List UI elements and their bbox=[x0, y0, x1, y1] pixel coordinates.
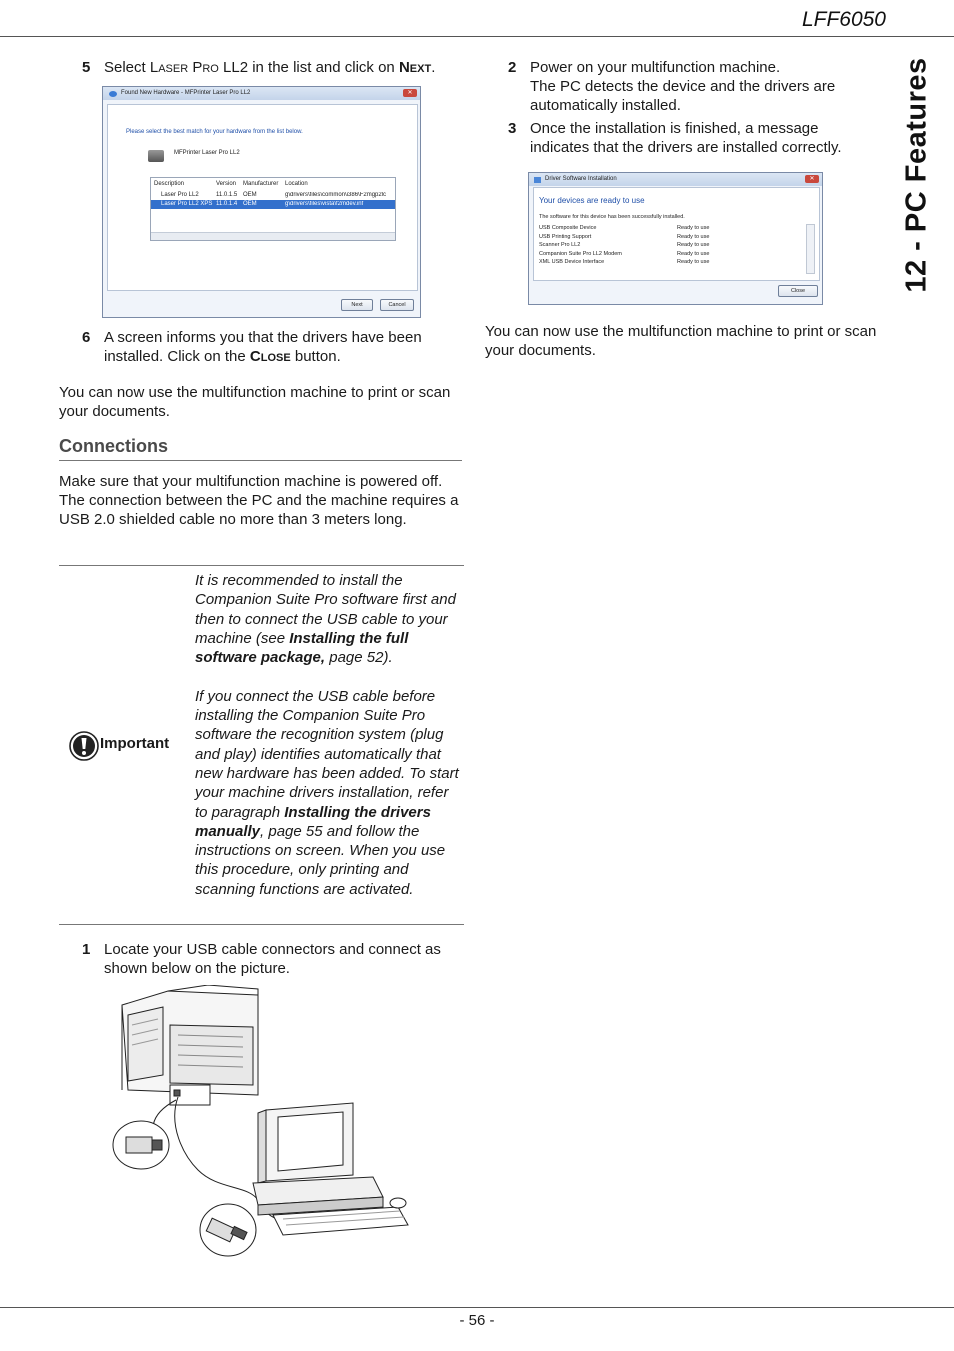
found-new-hardware-screenshot bbox=[102, 86, 421, 318]
warning-icon bbox=[69, 731, 99, 761]
window-icon bbox=[534, 177, 541, 183]
driver-list[interactable] bbox=[150, 177, 396, 241]
back-arrow-icon bbox=[109, 91, 117, 97]
important-label: Important bbox=[100, 735, 170, 752]
next-button[interactable]: Next bbox=[341, 299, 373, 311]
close-icon: ✕ bbox=[403, 89, 417, 97]
connections-paragraph: Make sure that your multifunction machine is powered off. The connection between the PC and the machine requires a USB 2.0 shielded cable no more than 3 meters long. bbox=[59, 473, 459, 528]
model-name: LFF6050 bbox=[801, 8, 886, 31]
col-manufacturer: Manufacturer bbox=[243, 181, 279, 187]
step-text: A screen informs you that the drivers have been installed. Click on the Close button. bbox=[104, 329, 422, 365]
step-2 bbox=[508, 58, 868, 116]
col-version: Version bbox=[216, 181, 237, 187]
step-number: 2 bbox=[508, 59, 517, 76]
step-6 bbox=[82, 328, 467, 368]
result-paragraph: You can now use the multifunction machine to print or scan your documents. bbox=[59, 384, 451, 420]
dialog-title: Found New Hardware - MFPrinter Laser Pro LL2 ✕ bbox=[103, 87, 420, 100]
dialog-body bbox=[533, 187, 820, 281]
close-icon: ✕ bbox=[805, 175, 819, 183]
header-rule bbox=[0, 36, 954, 37]
step-number: 1 bbox=[82, 941, 91, 958]
connections-heading: Connections bbox=[59, 436, 169, 456]
chapter-tab bbox=[894, 57, 940, 293]
important-top-rule bbox=[59, 565, 464, 566]
step-number: 6 bbox=[82, 329, 91, 346]
step-number: 3 bbox=[508, 120, 517, 137]
close-button[interactable]: Close bbox=[778, 285, 818, 297]
step-3 bbox=[508, 119, 868, 159]
usb-a-connector-zoom bbox=[200, 1204, 256, 1256]
result-paragraph: You can now use the multifunction machine to print or scan your documents. bbox=[485, 323, 877, 359]
list-row-selected[interactable]: Laser Pro LL2 XPS 11.0.1.4 OEM g\drivers\files\vista\f2mdev.inf bbox=[151, 200, 395, 209]
usb-connection-illustration bbox=[108, 985, 413, 1260]
col-description: Description bbox=[154, 181, 185, 187]
step-text: Once the installation is finished, a message indicates that the drivers are installed correctly. bbox=[530, 120, 842, 156]
step-number: 5 bbox=[82, 59, 91, 76]
col-location: Location bbox=[285, 181, 308, 187]
heading-rule bbox=[59, 460, 462, 461]
usb-b-connector-zoom bbox=[113, 1121, 169, 1169]
cancel-button[interactable]: Cancel bbox=[380, 299, 414, 311]
dialog-prompt: Please select the best match for your hardware from the list below. bbox=[126, 129, 303, 135]
device-list: USB Composite Device Ready to use USB Printing Support Ready to use Scanner Pro LL2 Ready to use Companion Suite Pro LL2 Modem Ready to use XML USB Device Interface Ready to use bbox=[539, 225, 710, 265]
computer-icon bbox=[253, 1103, 408, 1235]
dialog-heading: Your devices are ready to use bbox=[539, 196, 645, 205]
step-1 bbox=[82, 940, 467, 980]
important-para-1: It is recommended to install the Companion Suite Pro software first and then to connect the USB cable to your machine (see Installing the full software package, page 52). bbox=[195, 572, 456, 667]
important-text bbox=[195, 571, 459, 899]
step-text: Select Laser Pro LL2 in the list and click on Next. bbox=[104, 59, 436, 76]
multifunction-machine-icon bbox=[122, 985, 258, 1105]
dialog-body bbox=[107, 104, 418, 291]
vertical-scrollbar[interactable] bbox=[806, 224, 815, 274]
horizontal-scrollbar[interactable] bbox=[151, 232, 395, 240]
important-para-2: If you connect the USB cable before installing the Companion Suite Pro software the recognition system (plug and play) identifies automatically that new hardware has been added. To start your machine drivers installation, refer to paragraph Installing the drivers manually, page 55 and follow the instructions on screen. When you use this procedure, only printing and scanning functions are activated. bbox=[195, 687, 459, 898]
printer-icon bbox=[148, 150, 164, 162]
footer-rule bbox=[0, 1307, 954, 1308]
step-5 bbox=[82, 58, 467, 78]
step-text: Power on your multifunction machine. The PC detects the device and the drivers are automatically installed. bbox=[530, 59, 836, 114]
step-text: Locate your USB cable connectors and connect as shown below on the picture. bbox=[104, 941, 441, 977]
driver-installation-screenshot bbox=[528, 172, 823, 305]
chapter-title: 12 - PC Features bbox=[900, 57, 933, 293]
dialog-subtext: The software for this device has been successfully installed. bbox=[539, 214, 685, 220]
device-name: MFPrinter Laser Pro LL2 bbox=[174, 150, 240, 156]
dialog-title: Driver Software Installation ✕ bbox=[529, 173, 822, 186]
list-row[interactable]: Laser Pro LL2 11.0.1.5 OEM g\drivers\files\common\i386\F2mgp2lc bbox=[161, 192, 387, 198]
page-number: - 56 - bbox=[459, 1312, 495, 1329]
important-bottom-rule bbox=[59, 924, 464, 925]
